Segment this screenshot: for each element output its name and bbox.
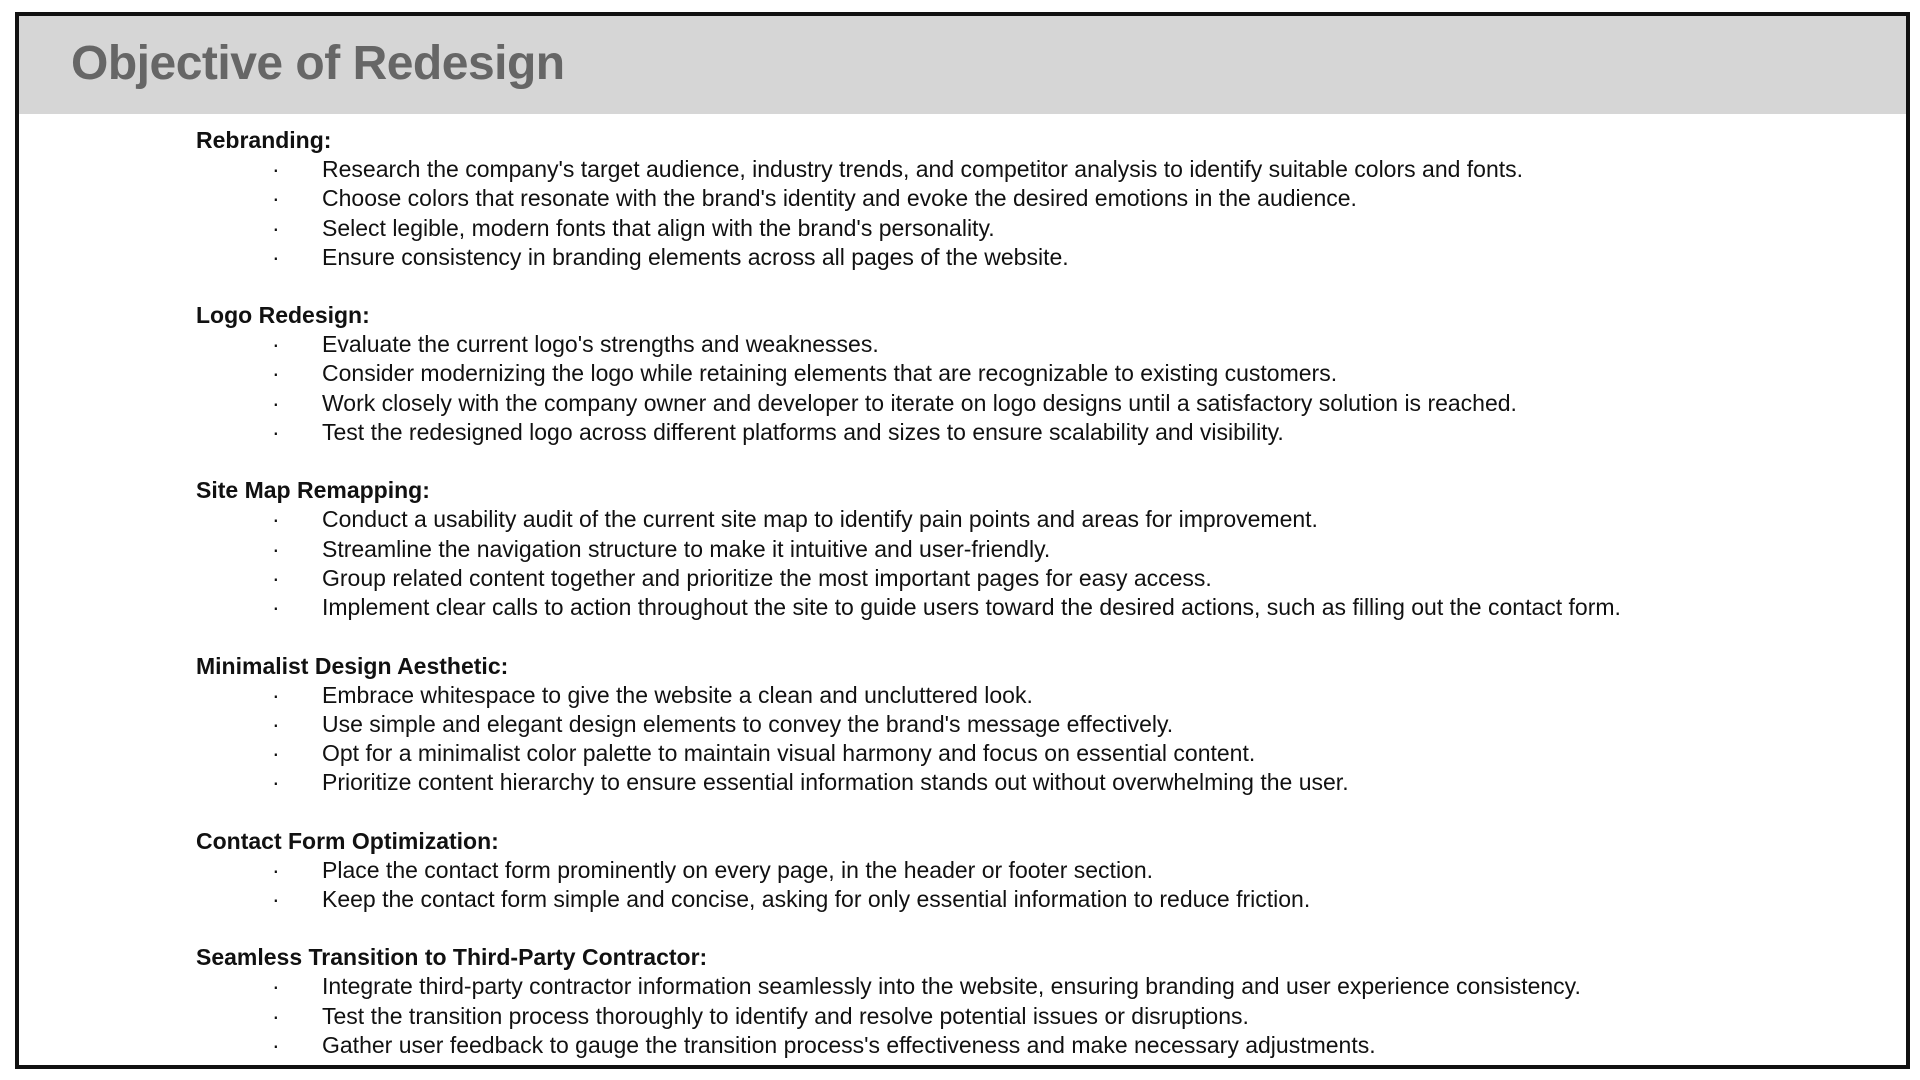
bullet-list bbox=[196, 155, 1876, 272]
bullet-dot-icon: · bbox=[272, 419, 280, 446]
bullet-dot-icon: · bbox=[272, 331, 280, 358]
list-item bbox=[196, 1002, 1876, 1031]
list-item bbox=[196, 535, 1876, 564]
list-item-text: Ensure consistency in branding elements across all pages of the website. bbox=[322, 243, 1069, 270]
list-item bbox=[196, 505, 1876, 534]
bullet-dot-icon: · bbox=[272, 769, 280, 796]
bullet-list bbox=[196, 856, 1876, 915]
list-item-text: Work closely with the company owner and developer to iterate on logo designs until a satisfactory solution is reached. bbox=[322, 389, 1517, 416]
list-item-text: Implement clear calls to action throughout the site to guide users toward the desired actions, such as filling out the contact form. bbox=[322, 594, 1621, 621]
list-item bbox=[196, 243, 1876, 272]
bullet-dot-icon: · bbox=[272, 1031, 280, 1058]
bullet-dot-icon: · bbox=[272, 594, 280, 621]
section-heading: Contact Form Optimization: bbox=[196, 827, 499, 854]
list-item bbox=[196, 564, 1876, 593]
section-heading: Rebranding: bbox=[196, 127, 332, 153]
list-item bbox=[196, 359, 1876, 388]
list-item-text: Research the company's target audience, industry trends, and competitor analysis to identify suitable colors and fonts. bbox=[322, 156, 1524, 182]
bullet-list bbox=[196, 505, 1876, 622]
list-item bbox=[196, 885, 1876, 914]
list-item-text: Embrace whitespace to give the website a clean and uncluttered look. bbox=[322, 681, 1033, 708]
list-item bbox=[196, 856, 1876, 885]
title-bar bbox=[19, 16, 1906, 114]
slide-frame bbox=[15, 12, 1910, 1069]
bullet-dot-icon: · bbox=[272, 1002, 280, 1029]
list-item bbox=[196, 972, 1876, 1001]
list-item-text: Use simple and elegant design elements to convey the brand's message effectively. bbox=[322, 710, 1174, 737]
section-heading: Logo Redesign: bbox=[196, 302, 370, 329]
page-title: Objective of Redesign bbox=[71, 37, 565, 90]
bullet-dot-icon: · bbox=[272, 506, 280, 533]
bullet-dot-icon: · bbox=[272, 185, 280, 212]
bullet-dot-icon: · bbox=[272, 156, 280, 182]
list-item bbox=[196, 155, 1876, 184]
list-item-text: Conduct a usability audit of the current site map to identify pain points and areas for improvement. bbox=[322, 506, 1318, 533]
bullet-dot-icon: · bbox=[272, 856, 280, 883]
list-item-text: Keep the contact form simple and concise, asking for only essential information to reduce friction. bbox=[322, 886, 1311, 913]
bullet-list bbox=[196, 330, 1876, 447]
list-item-text: Gather user feedback to gauge the transition process's effectiveness and make necessary adjustments. bbox=[322, 1031, 1376, 1058]
list-item bbox=[196, 330, 1876, 359]
list-item-text: Place the contact form prominently on every page, in the header or footer section. bbox=[322, 856, 1154, 883]
bullet-list bbox=[196, 681, 1876, 798]
bullet-dot-icon: · bbox=[272, 535, 280, 562]
list-item bbox=[196, 681, 1876, 710]
list-item-text: Select legible, modern fonts that align with the brand's personality. bbox=[322, 214, 995, 241]
bullet-dot-icon: · bbox=[272, 740, 280, 767]
list-item bbox=[196, 768, 1876, 797]
list-item bbox=[196, 710, 1876, 739]
list-item-text: Prioritize content hierarchy to ensure essential information stands out without overwhelming the user. bbox=[322, 769, 1349, 796]
bullet-dot-icon: · bbox=[272, 973, 280, 1000]
section-contact-form-optimization bbox=[196, 827, 1876, 915]
bullet-dot-icon: · bbox=[272, 243, 280, 270]
bullet-dot-icon: · bbox=[272, 886, 280, 913]
list-item-text: Streamline the navigation structure to make it intuitive and user-friendly. bbox=[322, 535, 1051, 562]
content-area bbox=[196, 126, 1876, 1069]
list-item-text: Evaluate the current logo's strengths and weaknesses. bbox=[322, 331, 879, 358]
section-heading: Seamless Transition to Third-Party Contractor: bbox=[196, 944, 708, 971]
bullet-dot-icon: · bbox=[272, 710, 280, 737]
list-item bbox=[196, 389, 1876, 418]
bullet-dot-icon: · bbox=[272, 564, 280, 591]
section-heading: Site Map Remapping: bbox=[196, 477, 430, 504]
list-item bbox=[196, 739, 1876, 768]
section-site-map-remapping bbox=[196, 476, 1876, 622]
section-seamless-transition bbox=[196, 943, 1876, 1060]
bullet-dot-icon: · bbox=[272, 681, 280, 708]
list-item-text: Opt for a minimalist color palette to maintain visual harmony and focus on essential content. bbox=[322, 740, 1256, 767]
list-item-text: Consider modernizing the logo while retaining elements that are recognizable to existing customers. bbox=[322, 360, 1338, 387]
list-item-text: Test the redesigned logo across different platforms and sizes to ensure scalability and visibility. bbox=[322, 419, 1284, 446]
list-item bbox=[196, 593, 1876, 622]
list-item bbox=[196, 418, 1876, 447]
list-item-text: Test the transition process thoroughly to identify and resolve potential issues or disruptions. bbox=[322, 1002, 1249, 1029]
list-item-text: Group related content together and prioritize the most important pages for easy access. bbox=[322, 564, 1212, 591]
section-heading: Minimalist Design Aesthetic: bbox=[196, 652, 509, 679]
list-item bbox=[196, 1031, 1876, 1060]
section-logo-redesign bbox=[196, 301, 1876, 447]
section-minimalist-design bbox=[196, 652, 1876, 798]
list-item-text: Integrate third-party contractor information seamlessly into the website, ensuring branding and user experience consistency. bbox=[322, 973, 1581, 1000]
list-item bbox=[196, 214, 1876, 243]
bullet-dot-icon: · bbox=[272, 389, 280, 416]
section-rebranding bbox=[196, 126, 1876, 272]
bullet-dot-icon: · bbox=[272, 360, 280, 387]
list-item bbox=[196, 184, 1876, 213]
bullet-dot-icon: · bbox=[272, 214, 280, 241]
bullet-list bbox=[196, 972, 1876, 1060]
list-item-text: Choose colors that resonate with the brand's identity and evoke the desired emotions in the audience. bbox=[322, 185, 1357, 212]
